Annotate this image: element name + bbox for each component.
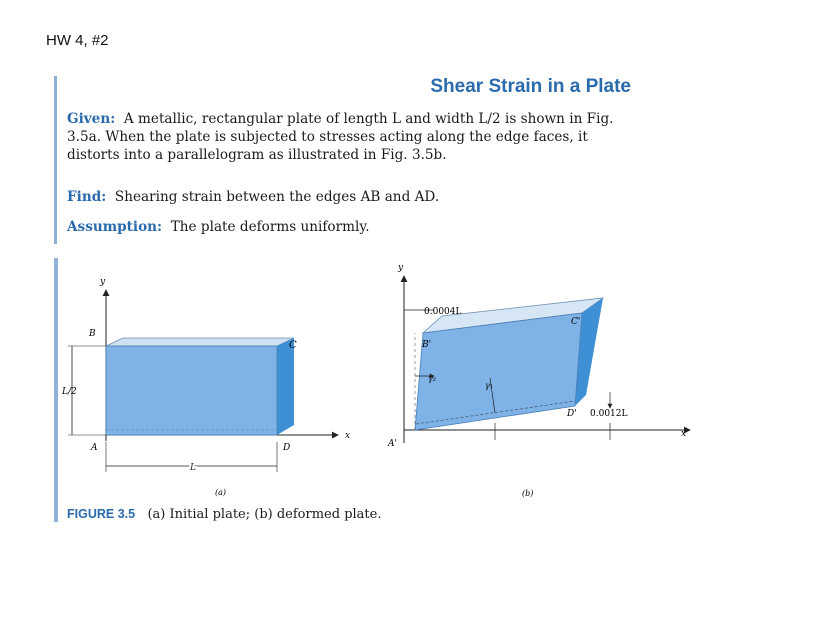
given-text: A metallic, rectangular plate of length L and width L/2 is shown in Fig. 3.5a. When the plate is subjected to stresses acting along the edge faces, it distorts into a parallelogram as illustrated in Fig. 3.5b. (67, 111, 614, 163)
assumption-line (67, 219, 370, 235)
a-label-D: D (283, 443, 291, 453)
plate-b (387, 263, 690, 498)
find-line (67, 189, 439, 205)
find-text: Shearing strain between the edges AB and AD. (114, 189, 440, 205)
problem-title: Shear Strain in a Plate (430, 76, 631, 97)
b-subcaption: (b) (522, 489, 534, 498)
a-y-label: y (100, 277, 106, 287)
b-y-label: y (398, 263, 404, 273)
figure-3-5 (58, 258, 698, 503)
a-label-A: A (91, 443, 98, 453)
assumption-text: The plate deforms uniformly. (170, 219, 370, 235)
a-top-face (106, 338, 294, 346)
caption-label: FIGURE 3.5 (67, 507, 136, 521)
plate-a (61, 277, 350, 497)
b-top-displacement: 0.0004L (424, 307, 462, 317)
a-x-label: x (345, 431, 351, 441)
homework-label: HW 4, #2 (46, 32, 109, 49)
a-front-face (106, 346, 277, 435)
b-label-Bprime: B' (422, 340, 432, 350)
b-x-label: x (681, 429, 687, 439)
caption-text: (a) Initial plate; (b) deformed plate. (147, 507, 382, 522)
given-paragraph (67, 110, 627, 164)
b-gamma1-label: γ₁ (485, 381, 493, 390)
problem-box (54, 76, 631, 244)
a-dim-length: L (190, 463, 196, 473)
b-label-Cprime: C' (571, 317, 581, 327)
b-label-Aprime: A' (388, 439, 397, 449)
a-label-B: B (89, 329, 96, 339)
find-label: Find: (67, 189, 107, 205)
a-side-face (277, 338, 294, 435)
a-label-C: C (289, 340, 297, 351)
figure-caption (67, 507, 381, 522)
given-label: Given: (67, 111, 116, 127)
a-dim-half-length: L/2 (62, 387, 77, 397)
b-front-face (415, 313, 582, 430)
a-subcaption: (a) (215, 488, 227, 497)
b-label-Dprime: D' (567, 409, 577, 419)
b-right-displacement: 0.0012L (590, 409, 628, 419)
b-gamma2-label: γ₂ (428, 374, 436, 383)
assumption-label: Assumption: (67, 219, 163, 235)
